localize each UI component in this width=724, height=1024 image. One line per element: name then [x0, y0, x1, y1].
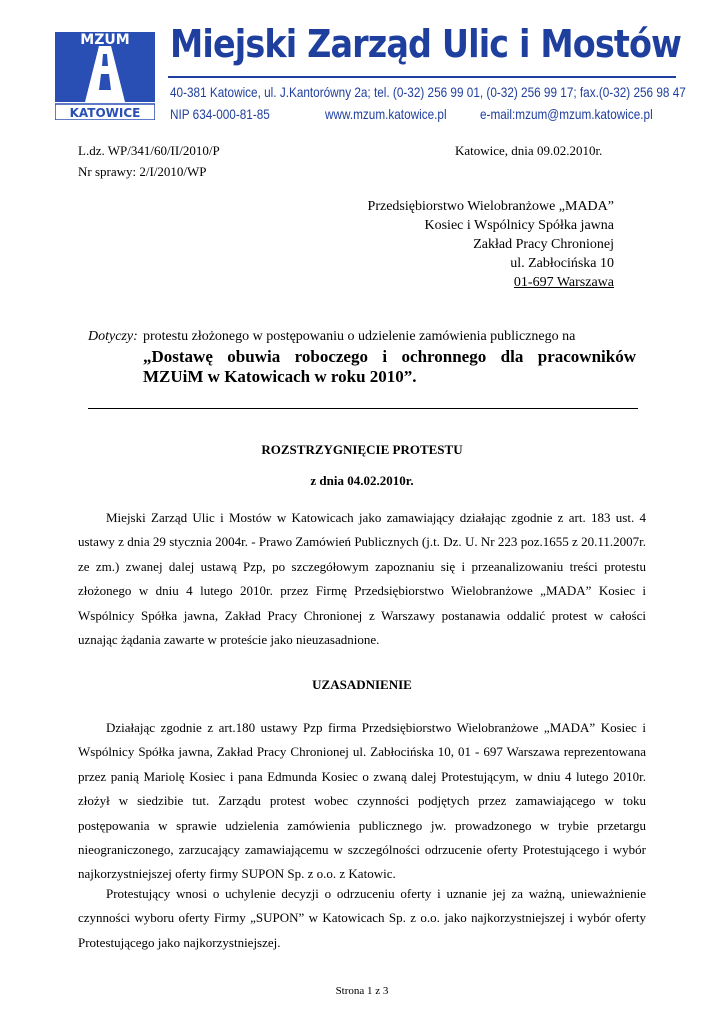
- recipient-line: 01-697 Warszawa: [513, 275, 614, 290]
- letterhead-website[interactable]: www.mzum.katowice.pl: [325, 106, 447, 122]
- recipient-address: [368, 197, 614, 292]
- subject-divider: [88, 408, 638, 409]
- letterhead-divider: [168, 76, 676, 78]
- letterhead-email[interactable]: e-mail:mzum@mzum.katowice.pl: [480, 106, 653, 122]
- page-number: Strona 1 z 3: [335, 985, 389, 997]
- mzum-logo: [55, 32, 155, 120]
- justification-paragraph-2: Protestujący wnosi o uchylenie decyzji o odrzuceniu oferty i uznanie jej za ważną, unieważnienie czynności wyboru oferty Firmy „SUPON” w Katowicach Sp. z o.o. jako najkorzystniejszej i wybór oferty Protestującego jako najkorzystniejszej.: [78, 886, 646, 950]
- subject-label: Dotyczy:: [88, 329, 138, 344]
- justification-paragraph-1: Działając zgodnie z art.180 ustawy Pzp firma Przedsiębiorstwo Wielobranżowe „MADA” Kosiec i Wspólnicy Spółka jawna, Zakład Pracy Chronionej ul. Zabłocińska 10, 01 - 697 Warszawa reprezentowana przez panią Mariolę Kosiec i pana Edmunda Kosiec o zwaną dalej Protestującym, w dniu 4 lutego 2010r. złożył w siedzibie tut. Zarządu protest wobec czynności podjętych przez zamawiającego w toku postępowania w sprawie udzielenia zamówienia publicznego jw. prowadzonego w trybie przetargu nieograniczonego, zarzucający zamawiającemu w szczególności odrzucenie oferty Protestującego i wybór najkorzystniejszej oferty firmy SUPON Sp. z o.o. z Katowic.: [78, 720, 646, 882]
- logo-text: MZUM: [80, 32, 130, 48]
- recipient-line: Kosiec i Wspólnicy Spółka jawna: [424, 218, 614, 233]
- letterhead-address: 40-381 Katowice, ul. J.Kantorówny 2a; tel. (0-32) 256 99 01, (0-32) 256 99 17; fax.(0-32) 256 98 47: [170, 84, 686, 100]
- subject-title: „Dostawę obuwia roboczego i ochronnego dla pracowników MZUiM w Katowicach w roku 2010”.: [143, 347, 636, 386]
- subject-intro: protestu złożonego w postępowaniu o udzielenie zamówienia publicznego na: [143, 329, 576, 344]
- recipient-line: Zakład Pracy Chronionej: [473, 237, 614, 252]
- place-date: Katowice, dnia 09.02.2010r.: [455, 143, 603, 158]
- decision-date: z dnia 04.02.2010r.: [310, 473, 414, 488]
- ldz-number: L.dz. WP/341/60/II/2010/P: [78, 143, 220, 158]
- logo-city: KATOWICE: [69, 106, 141, 120]
- case-number: Nr sprawy: 2/I/2010/WP: [78, 164, 207, 179]
- decision-paragraph: Miejski Zarząd Ulic i Mostów w Katowicach jako zamawiający działając zgodnie z art. 183 ust. 4 ustawy z dnia 29 stycznia 2004r. - Prawo Zamówień Publicznych (j.t. Dz. U. Nr 223 poz.1655 z 20.11.2007r. ze zm.) zwanej dalej ustawą Pzp, po szczegółowym zapoznaniu się i przeanalizowaniu treści protestu złożonego w dniu 4 lutego 2010r. przez Firmę Przedsiębiorstwo Wielobranżowe „MADA” Kosiec i Wspólnicy Spółka jawna, Zakład Pracy Chronionej z Warszawy postanawia oddalić protest w całości uznając żądania zawarte w proteście jako nieuzasadnione.: [78, 510, 646, 648]
- decision-heading: ROZSTRZYGNIĘCIE PROTESTU: [261, 442, 463, 457]
- letterhead-nip: NIP 634-000-81-85: [170, 106, 270, 122]
- recipient-line: ul. Zabłocińska 10: [510, 256, 614, 271]
- recipient-line: Przedsiębiorstwo Wielobranżowe „MADA”: [367, 199, 614, 214]
- justification-heading: UZASADNIENIE: [312, 677, 412, 692]
- org-name: Miejski Zarząd Ulic i Mostów: [170, 22, 682, 66]
